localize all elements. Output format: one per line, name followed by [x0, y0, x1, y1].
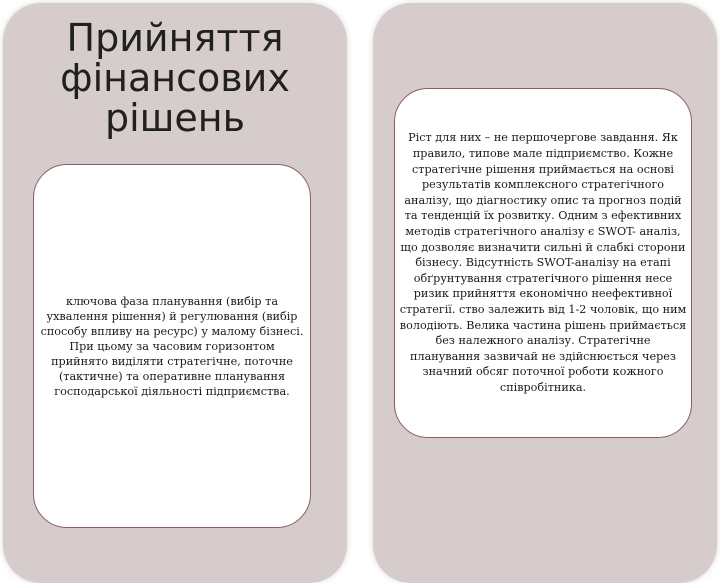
right-card-text: Ріст для них – не першочергове завдання. Як правило, типове мале підприємство. Кожне стратегічне рішення приймається на основі результатів комплексного стратегічного аналізу, що діагностику опис та прогноз подій та тенденцій їх розвитку. Одним з ефективних методів стратегічного аналізу є SWOT- аналіз, що дозволяє визначити сильні й слабкі сторони бізнесу. Відсутність SWOT-аналізу на етапі обґрунтування стратегічного рішення несе ризик прийняття економічно неефективної стратегії. ство залежить від 1-2 чоловік, що ним володіють. Велика частина рішень приймається без належного аналізу. Стратегічне планування зазвичай не здійснюється через значний обсяг поточної роботи кожного співробітника. [399, 131, 687, 394]
left-text-card [33, 164, 311, 528]
right-text-card [394, 88, 692, 438]
slide-title: Прийняття фінансових рішень [60, 16, 290, 140]
left-card-text: ключова фаза планування (вибір та ухвалення рішення) й регулювання (вибір способу впливу на ресурс) у малому бізнесі. При цьому за часовим горизонтом прийнято виділяти стратегічне, поточне (тактичне) та оперативне планування господарської діяльності підприємства. [40, 294, 304, 398]
